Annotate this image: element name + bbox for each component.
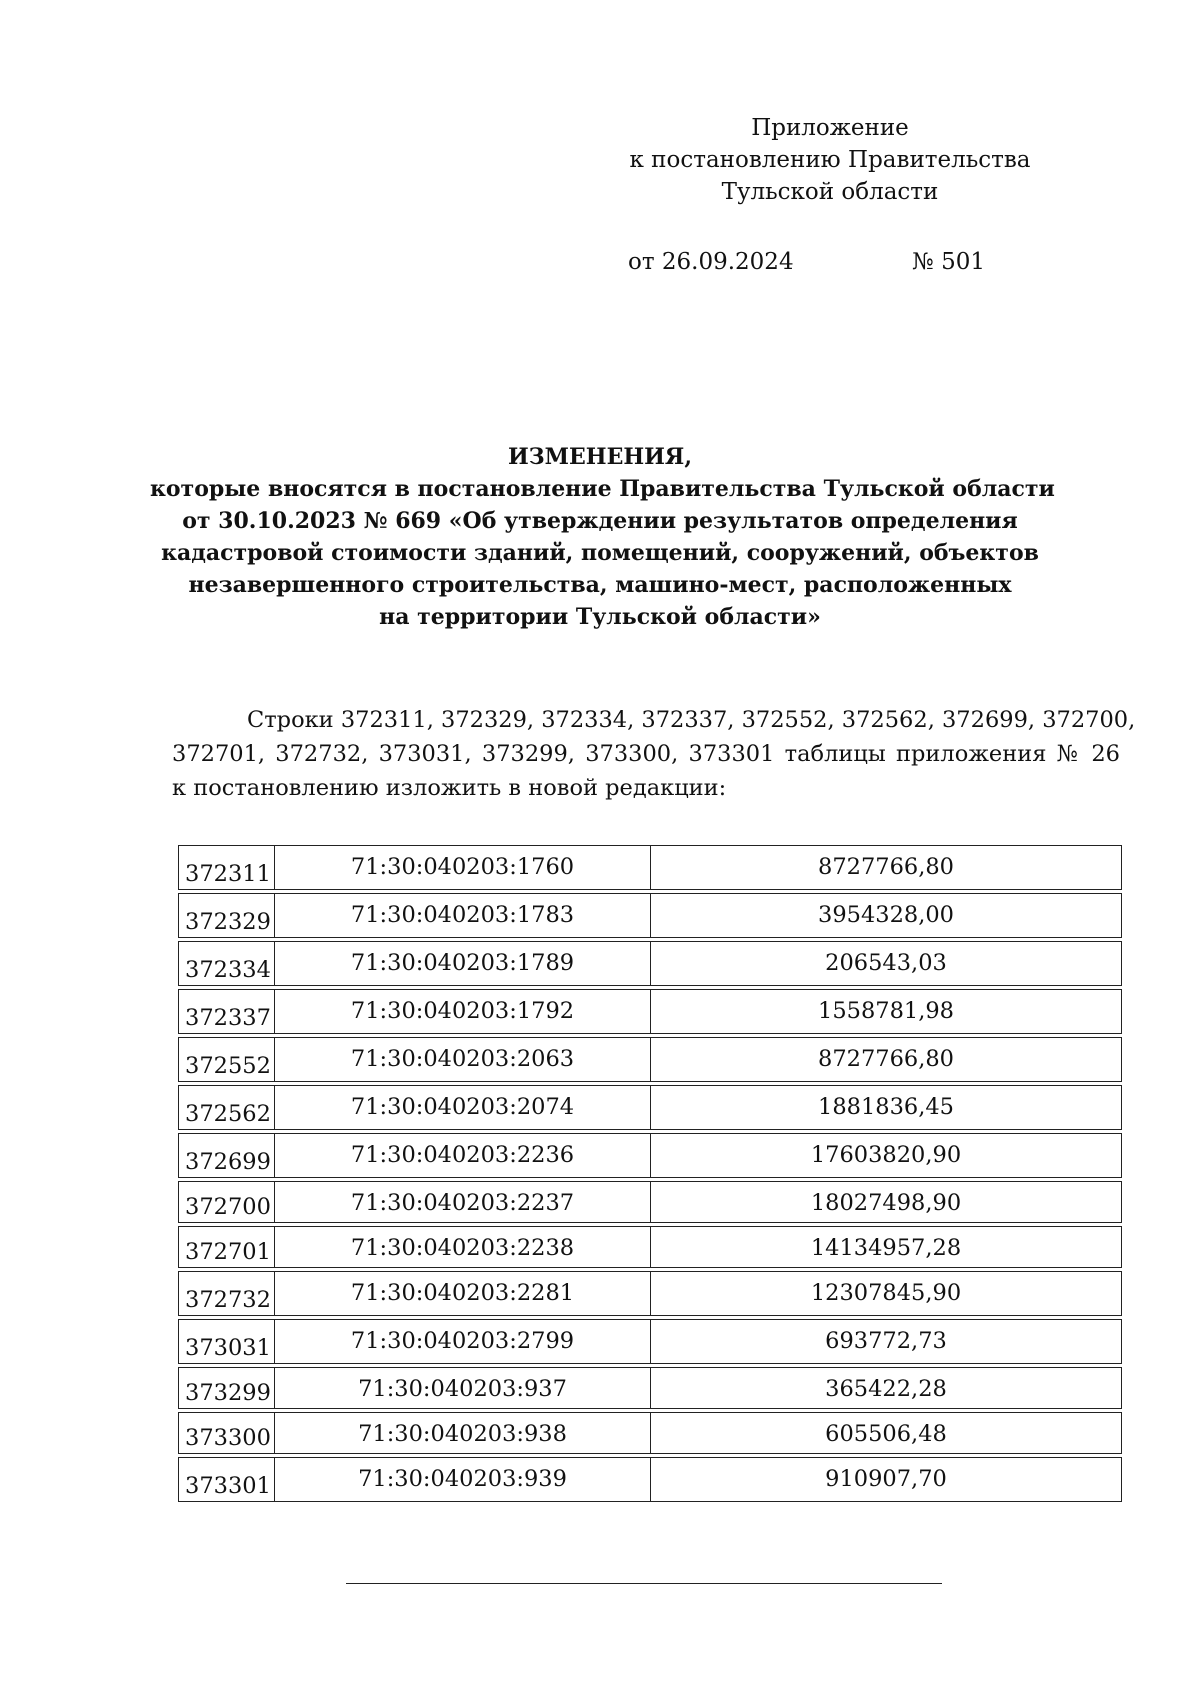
row-number-cell: 373301: [179, 1458, 275, 1501]
table-row: [178, 1133, 1122, 1178]
table-row: [178, 893, 1122, 938]
appendix-label: Приложение: [751, 115, 909, 141]
appendix-number: № 501: [912, 249, 985, 275]
cadastral-number-cell: 71:30:040203:2237: [275, 1182, 651, 1222]
intro-line-1: Строки 372311, 372329, 372334, 372337, 372552, 372562, 372699, 372700,: [247, 707, 1136, 733]
cadastral-value-cell: 17603820,90: [810, 1142, 962, 1168]
cadastral-number-cell: 71:30:040203:2074: [275, 1086, 651, 1129]
title-line-6: на территории Тульской области»: [379, 604, 821, 630]
cadastral-number-cell: 71:30:040203:1760: [275, 846, 651, 889]
cadastral-value-cell: 910907,70: [825, 1466, 947, 1492]
table-row: [178, 1037, 1122, 1082]
cadastral-value-cell: 12307845,90: [810, 1280, 962, 1306]
values-table: [178, 845, 1122, 1505]
row-number-cell: 372329: [179, 894, 275, 937]
row-number-cell: 373299: [179, 1368, 275, 1408]
intro-line-3: к постановлению изложить в новой редакции:: [172, 775, 727, 801]
intro-line-2: 372701, 372732, 373031, 373299, 373300, 373301 таблицы приложения № 26: [172, 741, 1120, 767]
title-line-3: от 30.10.2023 № 669 «Об утверждении результатов определения: [182, 508, 1018, 534]
cadastral-number-cell: 71:30:040203:2799: [275, 1320, 651, 1363]
cadastral-number-cell: 71:30:040203:2236: [275, 1134, 651, 1177]
row-number-cell: 372311: [179, 846, 275, 889]
table-row: [178, 1412, 1122, 1454]
end-divider: [346, 1583, 942, 1584]
table-row: [178, 989, 1122, 1034]
appendix-header: [620, 112, 1040, 208]
cadastral-number-cell: 71:30:040203:1783: [275, 894, 651, 937]
row-number-cell: 372700: [179, 1182, 275, 1222]
cadastral-value-cell: 1881836,45: [818, 1094, 954, 1120]
cadastral-value-cell: 18027498,90: [810, 1190, 962, 1216]
cadastral-value-cell: 1558781,98: [818, 998, 954, 1024]
cadastral-number-cell: 71:30:040203:1792: [275, 990, 651, 1033]
table-row: [178, 845, 1122, 890]
row-number-cell: 372334: [179, 942, 275, 985]
cadastral-number-cell: 71:30:040203:2281: [275, 1272, 651, 1315]
table-row: [178, 941, 1122, 986]
cadastral-value-cell: 8727766,80: [818, 854, 954, 880]
cadastral-number-cell: 71:30:040203:2063: [275, 1038, 651, 1081]
cadastral-number-cell: 71:30:040203:937: [275, 1368, 651, 1408]
row-number-cell: 372552: [179, 1038, 275, 1081]
table-row: [178, 1181, 1122, 1223]
cadastral-value-cell: 14134957,28: [810, 1235, 962, 1261]
table-row: [178, 1367, 1122, 1409]
title-line-1: ИЗМЕНЕНИЯ,: [508, 444, 692, 470]
row-number-cell: 372699: [179, 1134, 275, 1177]
cadastral-number-cell: 71:30:040203:1789: [275, 942, 651, 985]
cadastral-number-cell: 71:30:040203:938: [275, 1413, 651, 1453]
table-row: [178, 1271, 1122, 1316]
appendix-resolution: к постановлению Правительства: [629, 147, 1031, 173]
row-number-cell: 373031: [179, 1320, 275, 1363]
row-number-cell: 373300: [179, 1413, 275, 1453]
cadastral-value-cell: 206543,03: [825, 950, 947, 976]
cadastral-number-cell: 71:30:040203:939: [275, 1458, 651, 1501]
title-line-2: которые вносятся в постановление Правительства Тульской области: [150, 476, 1055, 502]
cadastral-value-cell: 605506,48: [825, 1421, 947, 1447]
table-row: [178, 1319, 1122, 1364]
cadastral-number-cell: 71:30:040203:2238: [275, 1227, 651, 1267]
cadastral-value-cell: 3954328,00: [818, 902, 954, 928]
table-row: [178, 1457, 1122, 1502]
row-number-cell: 372562: [179, 1086, 275, 1129]
cadastral-value-cell: 365422,28: [825, 1376, 947, 1402]
table-row: [178, 1226, 1122, 1268]
title-line-4: кадастровой стоимости зданий, помещений, сооружений, объектов: [161, 540, 1039, 566]
cadastral-value-cell: 693772,73: [825, 1328, 947, 1354]
row-number-cell: 372337: [179, 990, 275, 1033]
appendix-date: от 26.09.2024: [628, 249, 794, 275]
document-title: [150, 441, 1055, 633]
table-row: [178, 1085, 1122, 1130]
row-number-cell: 372732: [179, 1272, 275, 1315]
row-number-cell: 372701: [179, 1227, 275, 1267]
appendix-region: Тульской области: [721, 179, 939, 205]
cadastral-value-cell: 8727766,80: [818, 1046, 954, 1072]
title-line-5: незавершенного строительства, машино-мест, расположенных: [188, 572, 1012, 598]
intro-paragraph: [172, 703, 1136, 805]
